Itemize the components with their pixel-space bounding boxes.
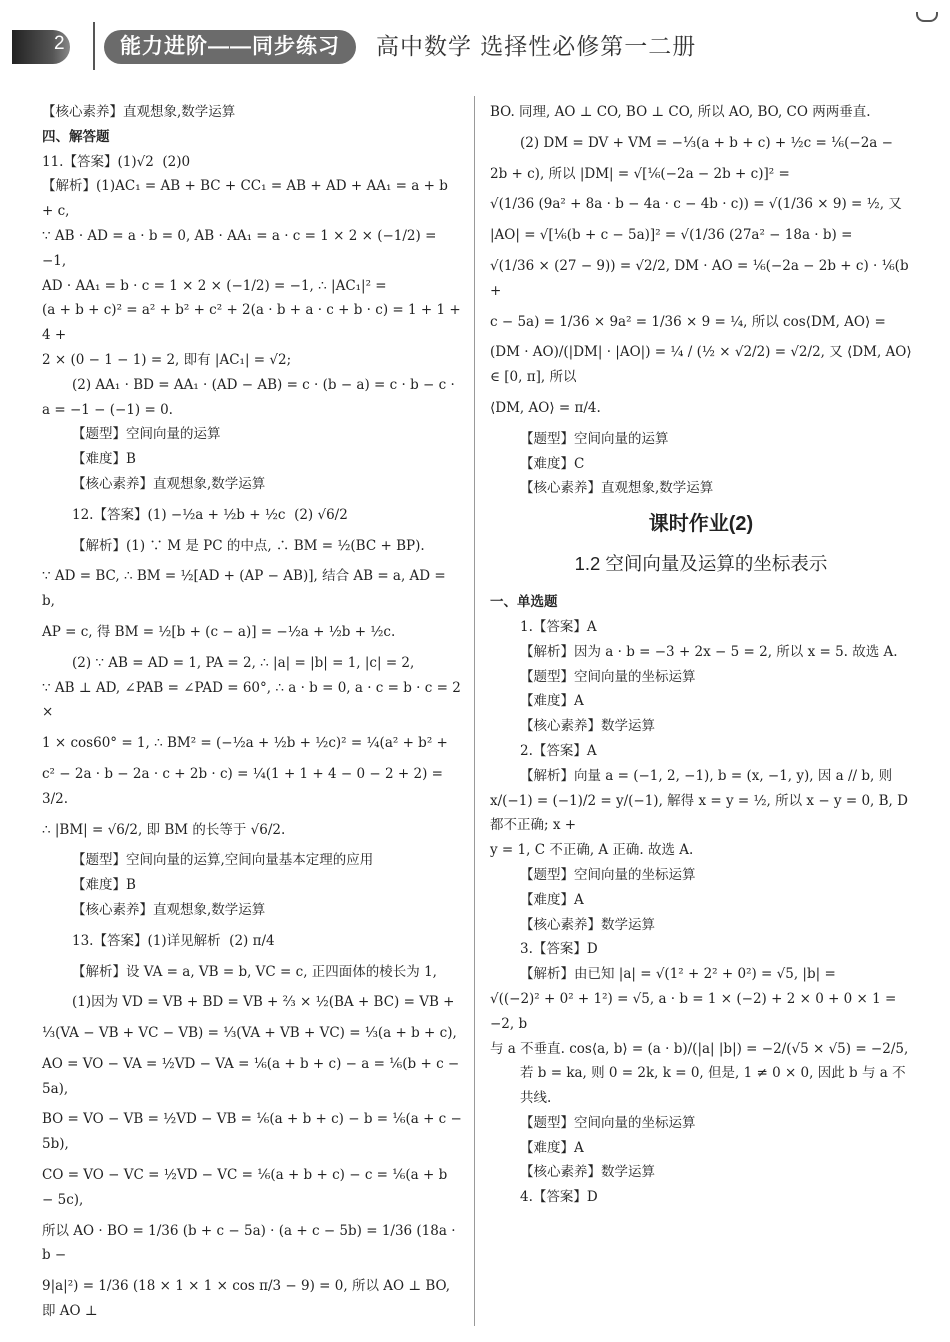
text-line: 【解析】设 VA = a, VB = b, VC = c, 正四面体的棱长为 1, xyxy=(72,963,437,980)
text-line: ⟨DM, AO⟩ = π/4. xyxy=(490,399,601,416)
text-line: 2b + c), 所以 |DM| = √[⅙(−2a − 2b + c)]² = xyxy=(490,165,790,182)
text-line: √((−2)² + 0² + 1²) = √5, a · b = 1 × (−2) + 2 × 0 + 0 × 1 = −2, b xyxy=(490,990,901,1032)
text-line: (2) ∵ AB = AD = 1, PA = 2, ∴ |a| = |b| = 1, |c| = 2, xyxy=(72,654,415,671)
header-divider xyxy=(93,22,95,70)
part-heading: 一、单选题 xyxy=(490,594,558,610)
part-heading: 四、解答题 xyxy=(42,128,110,144)
text-line: ∴ |BM| = √6/2, 即 BM 的长等于 √6/2. xyxy=(42,821,286,838)
text-line: (a + b + c)² = a² + b² + c² + 2(a · b + a · c + b · c) = 1 + 1 + 4 + xyxy=(42,302,465,344)
text-line: 1 × cos60° = 1, ∴ BM² = (−½a + ½b + ½c)² = ¼(a² + b² + xyxy=(42,735,448,752)
answer-line: 1.【答案】A xyxy=(520,618,597,635)
text-line: 【解析】由已知 |a| = √(1² + 2² + 0²) = √5, |b| = xyxy=(520,966,836,983)
answer-line: 2.【答案】A xyxy=(520,742,597,759)
text-line: (1)因为 VD = VB + BD = VB + ⅔ × ½(BA + BC) = VB + xyxy=(72,994,455,1011)
text-line: (2) AA₁ · BD = AA₁ · (AD − AB) = c · (b − a) = c · b − c · xyxy=(72,376,455,393)
tag-line: 【题型】空间向量的坐标运算 xyxy=(520,668,696,685)
text-line: 【解析】因为 a · b = −3 + 2x − 5 = 2, 所以 x = 5. 故选 A. xyxy=(520,643,898,660)
answer-line: 13.【答案】(1)详见解析 (2) π/4 xyxy=(72,932,275,949)
tag-line: 【难度】C xyxy=(520,455,585,472)
right-column xyxy=(490,100,916,1210)
answer-line: 11.【答案】(1)√2 (2)0 xyxy=(42,153,191,170)
text-line: 2 × (0 − 1 − 1) = 2, 即有 |AC₁| = √2; xyxy=(42,351,292,368)
left-column xyxy=(42,100,467,1324)
text-line: √(1/36 (9a² + 8a · b − 4a · c − 4b · c)) = √(1/36 × 9) = ½, 又 xyxy=(490,196,902,213)
text-line: c² − 2a · b − 2a · c + 2b · c) = ¼(1 + 1 + 4 − 0 − 2 + 2) = 3/2. xyxy=(42,765,448,807)
tag-line: 【题型】空间向量的运算 xyxy=(520,430,669,447)
corner-tab-icon xyxy=(916,12,938,22)
text-line: a = −1 − (−1) = 0. xyxy=(42,401,173,418)
tag-line: 【核心素养】数学运算 xyxy=(520,1164,655,1181)
tag-line: 【核心素养】数学运算 xyxy=(520,718,655,735)
text-line: AO = VO − VA = ½VD − VA = ⅙(a + b + c) − a = ⅙(b + c − 5a), xyxy=(42,1055,464,1097)
text-line: BO. 同理, AO ⊥ CO, BO ⊥ CO, 所以 AO, BO, CO 两两垂直. xyxy=(490,104,871,120)
text-line: c − 5a) = 1/36 × 9a² = 1/36 × 9 = ¼, 所以 cos⟨DM, AO⟩ = xyxy=(490,313,886,330)
text-line: 【解析】(1)AC₁ = AB + BC + CC₁ = AB + AD + AA₁ = a + b + c, xyxy=(42,178,453,220)
tag-line: 【难度】B xyxy=(72,451,136,468)
text-line: AP = c, 得 BM = ½[b + (c − a)] = −½a + ½b + ½c. xyxy=(42,623,396,640)
answer-line: 12.【答案】(1) −½a + ½b + ½c (2) √6/2 xyxy=(72,506,348,523)
text-line: 【核心素养】直观想象,数学运算 xyxy=(42,104,236,120)
text-line: (DM · AO)/(|DM| · |AO|) = ¼ / (½ × √2/2) = √2/2, 又 ⟨DM, AO⟩ ∈ [0, π], 所以 xyxy=(490,344,916,386)
text-line: BO = VO − VB = ½VD − VB = ⅙(a + b + c) − b = ⅙(a + c − 5b), xyxy=(42,1111,467,1153)
tag-line: 【题型】空间向量的运算 xyxy=(72,426,221,443)
text-line: x/(−1) = (−1)/2 = y/(−1), 解得 x = y = ½, 所以 x − y = 0, B, D 都不正确; x + xyxy=(490,792,913,834)
subject-title: 高中数学 选择性必修第一二册 xyxy=(376,34,697,60)
tag-line: 【核心素养】直观想象,数学运算 xyxy=(72,475,266,492)
text-line: y = 1, C 不正确, A 正确. 故选 A. xyxy=(490,842,694,859)
text-line: CO = VO − VC = ½VD − VC = ⅙(a + b + c) − c = ⅙(a + b − 5c), xyxy=(42,1167,452,1208)
tag-line: 【难度】A xyxy=(520,1139,584,1156)
text-line: 9|a|²) = 1/36 (18 × 1 × 1 × cos π/3 − 9) = 0, 所以 AO ⊥ BO, 即 AO ⊥ xyxy=(42,1278,455,1320)
text-line: |AO| = √[⅙(b + c − 5a)]² = √(1/36 (27a² − 18a · b) = xyxy=(490,227,853,244)
page-header xyxy=(0,8,950,70)
section-title: 1.2 空间向量及运算的坐标表示 xyxy=(574,553,828,575)
text-line: 所以 AO · BO = 1/36 (b + c − 5a) · (a + c − 5b) = 1/36 (18a · b − xyxy=(42,1222,460,1264)
tag-line: 【核心素养】直观想象,数学运算 xyxy=(520,480,714,497)
page-number: 2 xyxy=(54,33,65,54)
tag-line: 【核心素养】直观想象,数学运算 xyxy=(72,901,266,918)
text-line: 与 a 不垂直. cos⟨a, b⟩ = (a · b)/(|a| |b|) = −2/(√5 × √5) = −2/5, xyxy=(490,1040,909,1057)
tag-line: 【题型】空间向量的运算,空间向量基本定理的应用 xyxy=(72,852,374,869)
text-line: √(1/36 × (27 − 9)) = √2/2, DM · AO = ⅙(−2a − 2b + c) · ⅙(b + xyxy=(490,257,913,299)
tag-line: 【难度】B xyxy=(72,877,136,894)
text-line: ⅓(VA − VB + VC − VB) = ⅓(VA + VB + VC) = ⅓(a + b + c), xyxy=(42,1025,457,1042)
text-line: ∵ AD = BC, ∴ BM = ½[AD + (AP − AB)], 结合 AB = a, AD = b, xyxy=(42,568,451,610)
answer-line: 3.【答案】D xyxy=(520,941,598,958)
tag-line: 【题型】空间向量的坐标运算 xyxy=(520,866,696,883)
text-line: 【解析】(1) ∵ M 是 PC 的中点, ∴ BM = ½(BC + BP). xyxy=(72,537,425,554)
tag-line: 【难度】A xyxy=(520,891,584,908)
tag-line: 【难度】A xyxy=(520,693,584,710)
lesson-title: 课时作业(2) xyxy=(648,513,754,536)
tag-line: 【核心素养】数学运算 xyxy=(520,916,655,933)
text-line: AD · AA₁ = b · c = 1 × 2 × (−1/2) = −1, ∴ |AC₁|² = xyxy=(42,277,387,294)
text-line: (2) DM = DV + VM = −⅓(a + b + c) + ½c = ⅙(−2a − xyxy=(520,134,893,151)
text-line: ∵ AB · AD = a · b = 0, AB · AA₁ = a · c = 1 × 2 × (−1/2) = −1, xyxy=(42,227,441,269)
text-line: 若 b = ka, 则 0 = 2k, k = 0, 但是, 1 ≠ 0 × 0, 因此 b 与 a 不共线. xyxy=(520,1065,906,1107)
column-divider xyxy=(474,96,475,1326)
text-line: 【解析】向量 a = (−1, 2, −1), b = (x, −1, y), 因 a // b, 则 xyxy=(520,767,893,784)
tag-line: 【题型】空间向量的坐标运算 xyxy=(520,1114,696,1131)
series-badge: 能力进阶——同步练习 xyxy=(104,30,356,64)
answer-line: 4.【答案】D xyxy=(520,1189,598,1206)
text-line: ∵ AB ⊥ AD, ∠PAB = ∠PAD = 60°, ∴ a · b = 0, a · c = b · c = 2 × xyxy=(42,679,466,721)
